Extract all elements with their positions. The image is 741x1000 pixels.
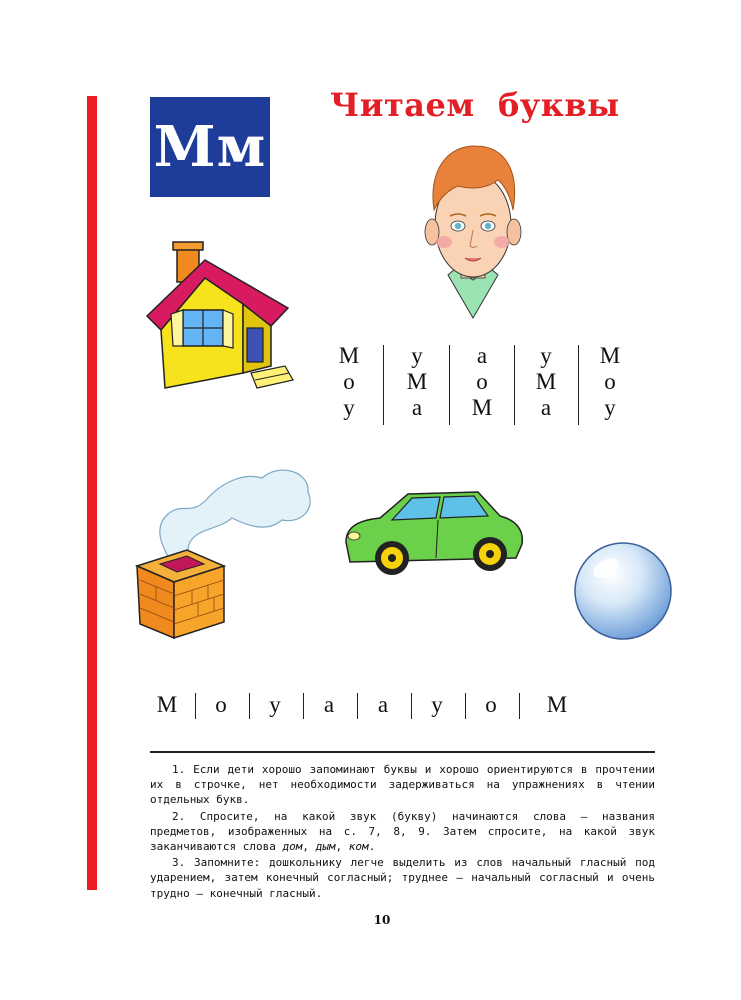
sequence-divider — [465, 693, 466, 719]
sequence-divider — [303, 693, 304, 719]
sequence-letter: о — [215, 692, 227, 717]
sequence-letter: М — [546, 692, 568, 717]
sequence-letter: М — [156, 692, 178, 717]
letter-grid-column — [515, 343, 577, 429]
grid-letter: а — [411, 395, 423, 420]
sequence-letter: у — [269, 692, 281, 717]
grid-letter: М — [406, 369, 428, 394]
note-2-word-dom: дом — [282, 840, 303, 854]
note-1: 1. Если дети хорошо запоминают буквы и хорошо ориентируются в прочтении их в строчке, нет необходимости задерживаться на упражнениях в чтении отдельных букв. — [150, 763, 655, 807]
note-2-text: 2. Спросите, на какой звук (букву) начинаются слова — названия предметов, изображенных на с. 7, 8, 9. Затем спросите, на какой звук заканчиваются слова — [150, 809, 655, 854]
note-2-comma: , — [302, 840, 316, 854]
chimney-smoke-illustration — [132, 458, 317, 643]
red-margin-bar — [87, 96, 97, 890]
sequence-divider — [357, 693, 358, 719]
note-2-word-kom: ком — [348, 840, 369, 854]
note-2 — [150, 809, 655, 855]
boy-face-illustration — [418, 140, 528, 320]
grid-letter: М — [471, 395, 493, 420]
sequence-letter: у — [431, 692, 443, 717]
grid-letter: а — [540, 395, 552, 420]
sequence-divider — [519, 693, 520, 719]
sequence-letter: о — [485, 692, 497, 717]
sequence-divider — [249, 693, 250, 719]
grid-letter: а — [476, 343, 488, 368]
letter-grid — [332, 343, 640, 429]
grid-letter: М — [338, 343, 360, 368]
grid-divider — [449, 345, 450, 425]
house-illustration — [143, 238, 303, 398]
grid-letter: у — [540, 343, 552, 368]
notes-divider — [150, 751, 655, 753]
note-2-comma: , — [335, 840, 349, 854]
grid-letter: М — [599, 343, 621, 368]
sequence-divider — [411, 693, 412, 719]
letter-block-text: Мм — [153, 114, 267, 180]
sequence-letter: а — [377, 692, 389, 717]
grid-letter: М — [535, 369, 557, 394]
page-title: Читаем буквы — [330, 86, 620, 124]
letter-grid-column — [451, 343, 513, 429]
letter-grid-column — [579, 343, 641, 429]
teacher-notes — [150, 762, 655, 902]
sequence-divider — [195, 693, 196, 719]
note-3: 3. Запомните: дошкольнику легче выделить из слов начальный гласный под ударением, затем конечный согласный; труднее — начальный согласный и очень трудно — конечный гласный. — [150, 856, 655, 900]
grid-divider — [383, 345, 384, 425]
grid-letter: у — [411, 343, 423, 368]
letter-sequence — [145, 688, 585, 722]
grid-letter: о — [343, 369, 355, 394]
letter-grid-column — [386, 343, 448, 429]
page-number: 10 — [373, 913, 391, 927]
sequence-letter: а — [323, 692, 335, 717]
grid-letter: у — [343, 395, 355, 420]
ball-illustration — [572, 540, 674, 642]
note-2-end: . — [368, 840, 376, 854]
letter-block — [150, 97, 270, 197]
letter-grid-column — [318, 343, 380, 429]
grid-letter: у — [604, 395, 616, 420]
car-illustration — [340, 484, 526, 584]
grid-letter: о — [476, 369, 488, 394]
note-2-word-dym: дым — [315, 840, 336, 854]
grid-letter: о — [604, 369, 616, 394]
